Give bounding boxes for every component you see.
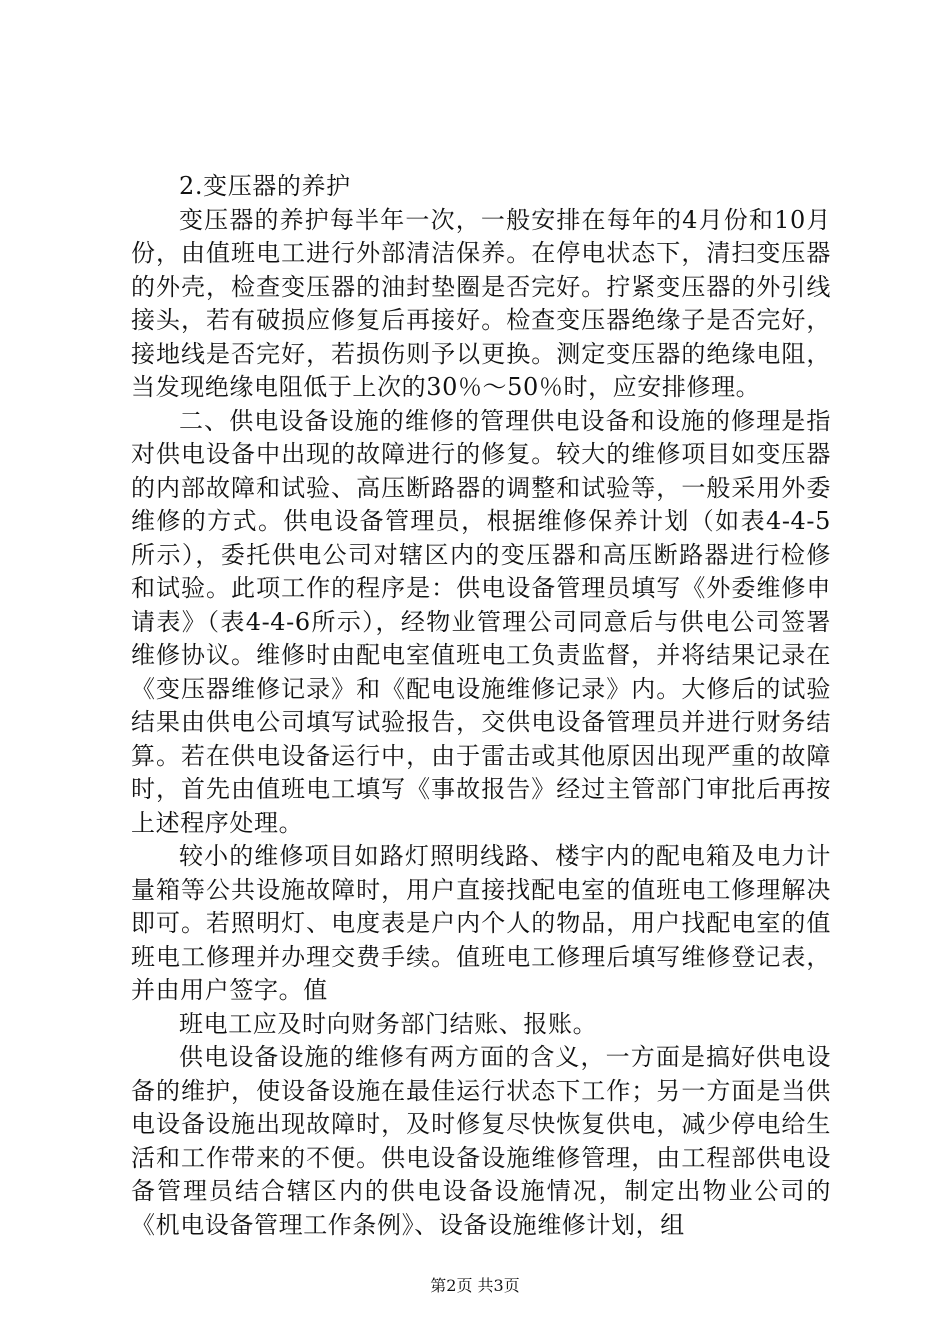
page-number-footer: 第2页 共3页 xyxy=(430,1276,520,1295)
paragraph-repair-management: 二、供电设备设施的维修的管理供电设备和设施的修理是指对供电设备中出现的故障进行的修复。较大的维修项目如变压器的内部故障和试验、高压断路器的调整和试验等，一般采用外委维修的方式。供电设备管理员，根据维修保养计划（如表4-4-5所示），委托供电公司对辖区内的变压器和高压断路器进行检修和试验。此项工作的程序是：供电设备管理员填写《外委维修申请表》（表4-4-6所示），经物业管理公司同意后与供电公司签署维修协议。维修时由配电室值班电工负责监督，并将结果记录在《变压器维修记录》和《配电设施维修记录》内。大修后的试验结果由供电公司填写试验报告，交供电设备管理员并进行财务结算。若在供电设备运行中，由于雷击或其他原因出现严重的故障时，首先由值班电工填写《事故报告》经过主管部门审批后再按上述程序处理。 xyxy=(131,406,831,837)
document-body xyxy=(131,170,831,1242)
paragraph-transformer-maintenance: 变压器的养护每半年一次，一般安排在每年的4月份和10月份，由值班电工进行外部清洁保养。在停电状态下，清扫变压器的外壳，检查变压器的油封垫圈是否完好。拧紧变压器的外引线接头，若有破损应修复后再接好。检查变压器绝缘子是否完好，接地线是否完好，若损伤则予以更换。测定变压器的绝缘电阻，当发现绝缘电阻低于上次的30％～50％时，应安排修理。 xyxy=(131,205,831,401)
paragraph-repair-meaning: 供电设备设施的维修有两方面的含义，一方面是搞好供电设备的维护，使设备设施在最佳运行状态下工作；另一方面是当供电设备设施出现故障时，及时修复尽快恢复供电，减少停电给生活和工作带来的不便。供电设备设施维修管理，由工程部供电设备管理员结合辖区内的供电设备设施情况，制定出物业公司的《机电设备管理工作条例》、设备设施维修计划，组 xyxy=(131,1043,831,1239)
section-heading-transformer-maintenance: 2.变压器的养护 xyxy=(179,172,351,200)
paragraph-settlement: 班电工应及时向财务部门结账、报账。 xyxy=(179,1009,598,1038)
paragraph-minor-repairs: 较小的维修项目如路灯照明线路、楼宇内的配电箱及电力计量箱等公共设施故障时，用户直接找配电室的值班电工修理解决即可。若照明灯、电度表是户内个人的物品，用户找配电室的值班电工修理并办理交费手续。值班电工修理后填写维修登记表，并由用户签字。值 xyxy=(131,842,831,1004)
